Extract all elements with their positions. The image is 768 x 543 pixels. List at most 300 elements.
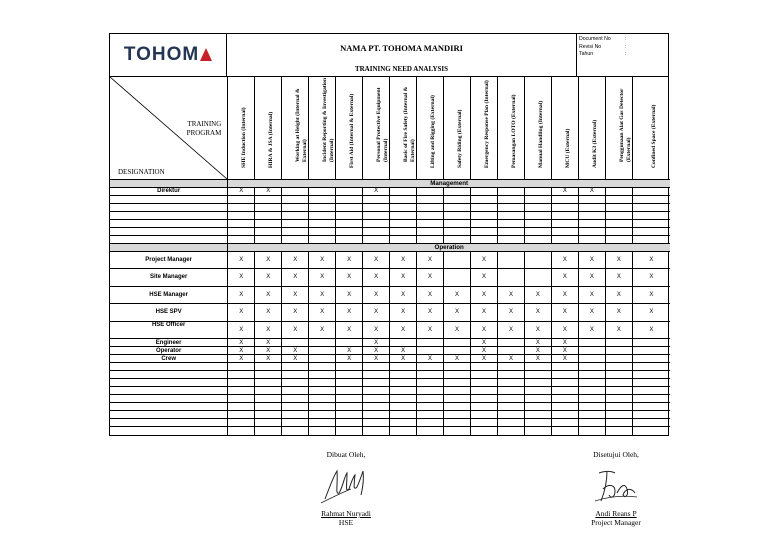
training-mark-cell bbox=[390, 387, 417, 395]
table-row bbox=[110, 395, 670, 403]
training-mark-cell: X bbox=[578, 304, 605, 322]
training-mark-cell bbox=[578, 227, 605, 235]
training-mark-cell bbox=[471, 195, 498, 203]
training-mark-cell bbox=[228, 403, 255, 411]
training-mark-cell bbox=[309, 427, 336, 435]
table-row bbox=[110, 321, 670, 339]
training-mark-cell: X bbox=[605, 286, 632, 304]
training-mark-cell bbox=[578, 211, 605, 219]
training-mark-cell bbox=[282, 387, 309, 395]
training-mark-cell bbox=[605, 395, 632, 403]
training-mark-cell: X bbox=[524, 339, 551, 347]
training-mark-cell: X bbox=[228, 355, 255, 363]
training-mark-cell: X bbox=[605, 251, 632, 269]
designation-cell bbox=[110, 379, 228, 387]
training-mark-cell bbox=[390, 195, 417, 203]
training-mark-cell bbox=[417, 411, 444, 419]
training-mark-cell bbox=[228, 235, 255, 243]
training-mark-cell: X bbox=[228, 269, 255, 287]
training-mark-cell bbox=[578, 195, 605, 203]
training-mark-cell bbox=[390, 403, 417, 411]
training-mark-cell bbox=[605, 387, 632, 395]
training-mark-cell bbox=[282, 235, 309, 243]
training-mark-cell bbox=[228, 227, 255, 235]
training-mark-cell bbox=[417, 371, 444, 379]
signature-block-prepared bbox=[300, 450, 392, 527]
designation-cell bbox=[110, 235, 228, 243]
training-column-header bbox=[282, 77, 309, 179]
training-mark-cell bbox=[444, 419, 471, 427]
training-mark-cell bbox=[336, 203, 363, 211]
training-mark-cell bbox=[390, 395, 417, 403]
training-mark-cell bbox=[524, 195, 551, 203]
training-mark-cell bbox=[228, 379, 255, 387]
prepared-by-name: Rahmat Nuryadi bbox=[321, 509, 371, 518]
training-mark-cell bbox=[605, 339, 632, 347]
training-mark-cell bbox=[497, 251, 524, 269]
training-mark-cell: X bbox=[255, 187, 282, 195]
training-mark-cell bbox=[390, 235, 417, 243]
training-mark-cell bbox=[255, 379, 282, 387]
section-title: Management bbox=[228, 179, 670, 187]
training-mark-cell bbox=[632, 403, 670, 411]
designation-cell: HSE Officer bbox=[110, 321, 228, 339]
training-mark-cell bbox=[417, 363, 444, 371]
table-row bbox=[110, 195, 670, 203]
training-mark-cell: X bbox=[471, 269, 498, 287]
training-mark-cell bbox=[605, 363, 632, 371]
training-mark-cell bbox=[309, 395, 336, 403]
training-mark-cell: X bbox=[497, 304, 524, 322]
training-mark-cell: X bbox=[551, 304, 578, 322]
training-mark-cell bbox=[309, 379, 336, 387]
training-mark-cell: X bbox=[444, 286, 471, 304]
training-mark-cell bbox=[632, 347, 670, 355]
training-mark-cell bbox=[228, 203, 255, 211]
training-mark-cell bbox=[390, 227, 417, 235]
training-mark-cell bbox=[282, 219, 309, 227]
training-column-label: Personal Protective Equipment (Internal) bbox=[376, 87, 389, 162]
training-mark-cell bbox=[605, 411, 632, 419]
company-logo bbox=[110, 34, 227, 76]
table-row bbox=[110, 304, 670, 322]
training-mark-cell bbox=[471, 427, 498, 435]
training-mark-cell bbox=[363, 419, 390, 427]
training-mark-cell: X bbox=[363, 269, 390, 287]
document-title: TRAINING NEED ANALYSIS bbox=[354, 65, 449, 73]
training-mark-cell bbox=[228, 195, 255, 203]
training-mark-cell bbox=[390, 339, 417, 347]
training-mark-cell bbox=[551, 203, 578, 211]
training-mark-cell bbox=[390, 211, 417, 219]
training-mark-cell bbox=[309, 371, 336, 379]
training-mark-cell bbox=[524, 219, 551, 227]
table-row bbox=[110, 187, 670, 195]
training-mark-cell bbox=[605, 219, 632, 227]
training-mark-cell bbox=[524, 211, 551, 219]
training-column-header bbox=[390, 77, 417, 179]
training-mark-cell: X bbox=[471, 286, 498, 304]
training-mark-cell: X bbox=[309, 251, 336, 269]
training-mark-cell bbox=[578, 219, 605, 227]
training-mark-cell: X bbox=[282, 355, 309, 363]
table-row bbox=[110, 286, 670, 304]
training-mark-cell bbox=[309, 403, 336, 411]
training-mark-cell: X bbox=[578, 251, 605, 269]
table-row bbox=[110, 371, 670, 379]
training-mark-cell bbox=[578, 203, 605, 211]
training-mark-cell bbox=[524, 387, 551, 395]
training-mark-cell bbox=[336, 403, 363, 411]
training-mark-cell: X bbox=[282, 251, 309, 269]
training-mark-cell bbox=[309, 355, 336, 363]
logo-triangle-icon bbox=[200, 48, 212, 61]
training-mark-cell bbox=[228, 363, 255, 371]
training-mark-cell bbox=[228, 395, 255, 403]
document-info-label: Revisi No bbox=[579, 43, 602, 50]
training-mark-cell bbox=[444, 387, 471, 395]
training-mark-cell bbox=[417, 419, 444, 427]
training-mark-cell bbox=[497, 403, 524, 411]
training-mark-cell bbox=[497, 269, 524, 287]
training-mark-cell bbox=[605, 419, 632, 427]
training-mark-cell: X bbox=[309, 269, 336, 287]
training-mark-cell: X bbox=[363, 304, 390, 322]
prepared-by-caption: Dibuat Oleh, bbox=[326, 450, 366, 459]
document-info-value: : bbox=[625, 51, 627, 57]
training-mark-cell bbox=[336, 379, 363, 387]
training-mark-cell bbox=[524, 379, 551, 387]
training-mark-cell: X bbox=[363, 339, 390, 347]
training-column-label: Basic of Fire Safety (Internal & External) bbox=[403, 86, 416, 162]
training-mark-cell: X bbox=[336, 269, 363, 287]
designation-cell: Operator bbox=[110, 347, 228, 355]
training-mark-cell bbox=[497, 203, 524, 211]
training-mark-cell bbox=[632, 371, 670, 379]
training-mark-cell bbox=[632, 363, 670, 371]
training-mark-cell bbox=[228, 419, 255, 427]
training-mark-cell bbox=[524, 371, 551, 379]
training-mark-cell bbox=[417, 227, 444, 235]
training-mark-cell bbox=[255, 219, 282, 227]
training-mark-cell bbox=[524, 419, 551, 427]
training-mark-cell bbox=[632, 235, 670, 243]
training-mark-cell: X bbox=[632, 251, 670, 269]
training-mark-cell bbox=[444, 379, 471, 387]
training-mark-cell bbox=[471, 379, 498, 387]
training-mark-cell bbox=[497, 195, 524, 203]
training-mark-cell bbox=[605, 227, 632, 235]
training-mark-cell bbox=[497, 419, 524, 427]
training-mark-cell bbox=[444, 195, 471, 203]
training-column-header bbox=[417, 77, 444, 179]
training-mark-cell: X bbox=[228, 321, 255, 339]
training-mark-cell: X bbox=[309, 321, 336, 339]
training-column-header bbox=[471, 77, 498, 179]
training-mark-cell bbox=[444, 211, 471, 219]
training-mark-cell: X bbox=[524, 347, 551, 355]
training-column-label: Incident Reporting & Investigation (Internal) bbox=[322, 77, 335, 162]
training-mark-cell: X bbox=[363, 286, 390, 304]
training-mark-cell bbox=[605, 235, 632, 243]
training-mark-cell bbox=[497, 379, 524, 387]
training-mark-cell bbox=[417, 219, 444, 227]
training-mark-cell bbox=[497, 347, 524, 355]
training-mark-cell bbox=[363, 379, 390, 387]
training-mark-cell bbox=[255, 403, 282, 411]
training-mark-cell bbox=[551, 363, 578, 371]
training-mark-cell bbox=[363, 387, 390, 395]
training-mark-cell bbox=[497, 227, 524, 235]
training-mark-cell bbox=[282, 187, 309, 195]
training-mark-cell: X bbox=[282, 304, 309, 322]
training-mark-cell bbox=[309, 419, 336, 427]
training-mark-cell: X bbox=[336, 347, 363, 355]
signature-block-approved bbox=[570, 450, 662, 527]
training-column-header bbox=[363, 77, 390, 179]
training-mark-cell bbox=[309, 219, 336, 227]
designation-cell bbox=[110, 363, 228, 371]
approved-by-role: Project Manager bbox=[591, 518, 641, 527]
training-mark-cell bbox=[524, 251, 551, 269]
training-mark-cell: X bbox=[524, 355, 551, 363]
training-mark-cell bbox=[471, 203, 498, 211]
training-mark-cell: X bbox=[471, 304, 498, 322]
training-mark-cell bbox=[255, 195, 282, 203]
training-mark-cell bbox=[524, 363, 551, 371]
training-mark-cell bbox=[255, 227, 282, 235]
table-row bbox=[110, 427, 670, 435]
designation-cell bbox=[110, 403, 228, 411]
training-mark-cell bbox=[605, 187, 632, 195]
training-column-label: MCU (External) bbox=[564, 128, 571, 168]
training-mark-cell bbox=[444, 251, 471, 269]
training-mark-cell bbox=[578, 387, 605, 395]
company-name: NAMA PT. TOHOMA MANDIRI bbox=[340, 43, 463, 53]
training-mark-cell bbox=[605, 427, 632, 435]
training-mark-cell: X bbox=[417, 304, 444, 322]
training-column-label: Penggunaan Alat Gas Detector (External) bbox=[618, 88, 632, 162]
training-mark-cell bbox=[390, 187, 417, 195]
training-mark-cell bbox=[363, 403, 390, 411]
training-mark-cell bbox=[228, 219, 255, 227]
training-mark-cell: X bbox=[390, 355, 417, 363]
training-mark-cell bbox=[471, 419, 498, 427]
section-row bbox=[110, 243, 670, 251]
training-mark-cell bbox=[497, 363, 524, 371]
training-column-label: First Aid (Internal & External) bbox=[349, 93, 356, 168]
training-mark-cell bbox=[390, 363, 417, 371]
training-mark-cell bbox=[390, 219, 417, 227]
training-mark-cell: X bbox=[255, 251, 282, 269]
training-mark-cell bbox=[578, 395, 605, 403]
training-mark-cell bbox=[336, 219, 363, 227]
training-mark-cell bbox=[336, 211, 363, 219]
section-title: Operation bbox=[228, 243, 670, 251]
training-mark-cell bbox=[309, 187, 336, 195]
training-mark-cell bbox=[471, 235, 498, 243]
training-mark-cell bbox=[444, 203, 471, 211]
training-mark-cell bbox=[336, 395, 363, 403]
training-mark-cell: X bbox=[444, 304, 471, 322]
document-info-value: : bbox=[625, 36, 627, 42]
training-mark-cell: X bbox=[578, 269, 605, 287]
training-mark-cell bbox=[336, 419, 363, 427]
training-mark-cell bbox=[417, 379, 444, 387]
training-mark-cell bbox=[417, 403, 444, 411]
training-mark-cell bbox=[336, 227, 363, 235]
training-mark-cell: X bbox=[551, 347, 578, 355]
training-mark-cell: X bbox=[363, 321, 390, 339]
table-row bbox=[110, 363, 670, 371]
training-mark-cell: X bbox=[255, 269, 282, 287]
training-mark-cell bbox=[336, 187, 363, 195]
signature-scribble-right-icon bbox=[581, 459, 651, 507]
training-mark-cell bbox=[417, 211, 444, 219]
logo-wordmark: TOHOM bbox=[123, 44, 200, 65]
training-mark-cell bbox=[605, 403, 632, 411]
training-mark-cell bbox=[336, 235, 363, 243]
training-mark-cell bbox=[444, 269, 471, 287]
training-mark-cell bbox=[390, 411, 417, 419]
training-mark-cell bbox=[309, 411, 336, 419]
training-mark-cell bbox=[282, 403, 309, 411]
training-mark-cell bbox=[228, 427, 255, 435]
training-mark-cell bbox=[255, 387, 282, 395]
training-mark-cell: X bbox=[255, 286, 282, 304]
training-mark-cell bbox=[363, 363, 390, 371]
training-mark-cell bbox=[363, 211, 390, 219]
training-mark-cell bbox=[524, 411, 551, 419]
training-column-label: HIRA & JSA (Internal) bbox=[268, 111, 275, 168]
table-row bbox=[110, 227, 670, 235]
training-mark-cell bbox=[255, 203, 282, 211]
training-mark-cell: X bbox=[309, 304, 336, 322]
section-row bbox=[110, 179, 670, 187]
training-mark-cell bbox=[551, 419, 578, 427]
designation-cell bbox=[110, 427, 228, 435]
training-mark-cell bbox=[444, 395, 471, 403]
training-mark-cell bbox=[390, 379, 417, 387]
training-mark-cell bbox=[363, 427, 390, 435]
training-mark-cell bbox=[255, 371, 282, 379]
training-mark-cell: X bbox=[551, 286, 578, 304]
training-mark-cell bbox=[471, 211, 498, 219]
training-mark-cell: X bbox=[282, 347, 309, 355]
training-mark-cell bbox=[444, 187, 471, 195]
document-info-label: Document No bbox=[579, 36, 611, 42]
training-mark-cell bbox=[497, 387, 524, 395]
training-mark-cell bbox=[363, 195, 390, 203]
training-mark-cell bbox=[524, 395, 551, 403]
training-mark-cell bbox=[363, 227, 390, 235]
training-mark-cell bbox=[228, 211, 255, 219]
table-row bbox=[110, 347, 670, 355]
training-mark-cell bbox=[255, 427, 282, 435]
training-mark-cell bbox=[390, 419, 417, 427]
training-mark-cell: X bbox=[578, 286, 605, 304]
training-mark-cell bbox=[632, 339, 670, 347]
document-info-value: : bbox=[625, 43, 627, 50]
training-mark-cell: X bbox=[605, 304, 632, 322]
training-mark-cell: X bbox=[524, 321, 551, 339]
training-column-header bbox=[444, 77, 471, 179]
training-mark-cell bbox=[390, 427, 417, 435]
training-mark-cell: X bbox=[471, 355, 498, 363]
training-mark-cell bbox=[524, 187, 551, 195]
designation-cell bbox=[110, 371, 228, 379]
training-mark-cell bbox=[551, 379, 578, 387]
training-mark-cell: X bbox=[551, 251, 578, 269]
training-mark-cell bbox=[363, 235, 390, 243]
training-mark-cell: X bbox=[444, 321, 471, 339]
training-mark-cell: X bbox=[524, 304, 551, 322]
training-mark-cell: X bbox=[632, 304, 670, 322]
training-mark-cell bbox=[471, 395, 498, 403]
training-mark-cell: X bbox=[632, 321, 670, 339]
training-column-label: Safety Riding (External) bbox=[457, 109, 464, 168]
training-mark-cell bbox=[578, 411, 605, 419]
training-mark-cell bbox=[336, 371, 363, 379]
training-mark-cell bbox=[309, 203, 336, 211]
table-row bbox=[110, 251, 670, 269]
training-mark-cell bbox=[578, 339, 605, 347]
training-column-header bbox=[228, 77, 255, 179]
training-column-header bbox=[605, 77, 632, 179]
designation-cell bbox=[110, 419, 228, 427]
training-mark-cell bbox=[632, 227, 670, 235]
table-row bbox=[110, 419, 670, 427]
designation-cell bbox=[110, 227, 228, 235]
training-mark-cell bbox=[524, 403, 551, 411]
training-mark-cell bbox=[309, 211, 336, 219]
training-mark-cell: X bbox=[497, 355, 524, 363]
training-mark-cell bbox=[363, 371, 390, 379]
training-mark-cell: X bbox=[255, 304, 282, 322]
training-mark-cell bbox=[336, 387, 363, 395]
signature-scribble-left-icon bbox=[311, 459, 381, 507]
training-mark-cell bbox=[282, 371, 309, 379]
training-mark-cell bbox=[282, 339, 309, 347]
training-mark-cell: X bbox=[417, 355, 444, 363]
training-column-header bbox=[632, 77, 670, 179]
training-mark-cell: X bbox=[471, 347, 498, 355]
training-mark-cell bbox=[444, 427, 471, 435]
training-mark-cell: X bbox=[363, 187, 390, 195]
training-mark-cell bbox=[551, 195, 578, 203]
training-mark-cell: X bbox=[390, 286, 417, 304]
training-mark-cell bbox=[336, 411, 363, 419]
training-mark-cell: X bbox=[471, 321, 498, 339]
training-mark-cell bbox=[336, 195, 363, 203]
training-mark-cell: X bbox=[255, 355, 282, 363]
training-mark-cell bbox=[363, 219, 390, 227]
training-mark-cell bbox=[336, 427, 363, 435]
training-column-label: SHE Induction (Internal) bbox=[241, 107, 248, 168]
training-matrix-table bbox=[110, 77, 670, 435]
training-column-label: Manual Handling (Internal) bbox=[537, 100, 544, 168]
training-mark-cell bbox=[282, 419, 309, 427]
training-mark-cell bbox=[632, 427, 670, 435]
training-column-header bbox=[309, 77, 336, 179]
training-mark-cell: X bbox=[390, 347, 417, 355]
training-mark-cell bbox=[632, 379, 670, 387]
training-mark-cell: X bbox=[228, 347, 255, 355]
document-info-label: Tahun bbox=[579, 51, 594, 57]
training-mark-cell: X bbox=[282, 321, 309, 339]
training-mark-cell: X bbox=[497, 286, 524, 304]
training-mark-cell bbox=[255, 411, 282, 419]
